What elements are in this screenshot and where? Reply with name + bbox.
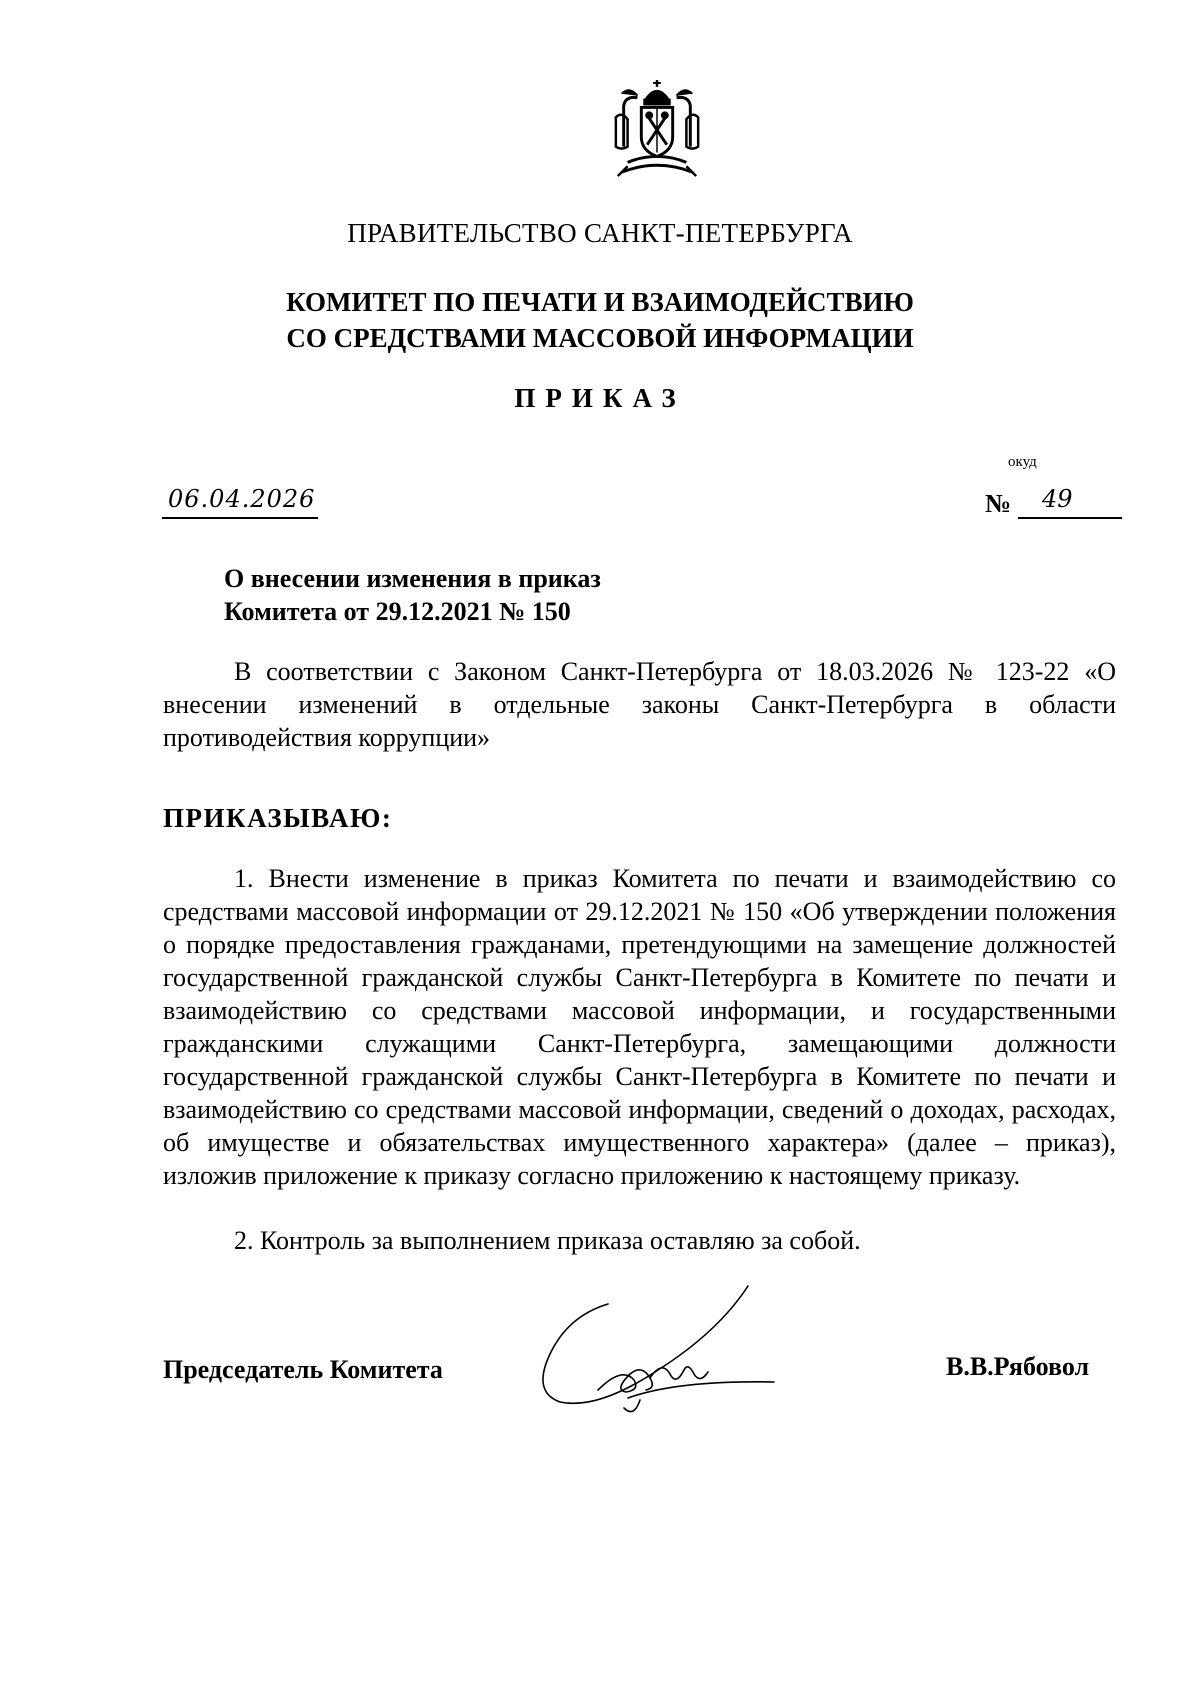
date-field: [162, 487, 318, 519]
committee-name-line-1: КОМИТЕТ ПО ПЕЧАТИ И ВЗАИМОДЕЙСТВИЮ: [286, 287, 914, 317]
order-date: 06.04.2026: [168, 485, 316, 513]
government-title: ПРАВИТЕЛЬСТВО САНКТ-ПЕТЕРБУРГА: [347, 218, 853, 248]
number-sign: №: [985, 489, 1012, 518]
signer-position: Председатель Комитета: [163, 1355, 443, 1384]
point-2-text: 2. Контроль за выполнением приказа оставляю за собой.: [234, 1226, 861, 1255]
legal-basis-text: В соответствии с Законом Санкт-Петербурга от 18.03.2026 № 123-22 «О внесении изменений в отдельные законы Санкт-Петербурга в области противодействия коррупции»: [163, 657, 1116, 752]
order-subject: [224, 562, 601, 628]
order-subject-line-2: Комитета от 29.12.2021 № 150: [224, 597, 571, 626]
committee-name: [0, 284, 1200, 356]
handwritten-signature: [538, 1282, 778, 1422]
point-1-text: 1. Внести изменение в приказ Комитета по печати и взаимодействию со средствами массовой информации от 29.12.2021 № 150 «Об утверждении положения о порядке предоставления гражданами, претендующими на замещение должностей государственной гражданской службы Санкт-Петербурга в Комитете по печати и взаимодействию со средствами массовой информации, и государственными гражданскими служащими Санкт-Петербурга, замещающими должности государственной гражданской службы Санкт-Петербурга в Комитете по печати и взаимодействию со средствами массовой информации, сведений о доходах, расходах, об имуществе и обязательствах имущественного характера» (далее – приказ), изложив приложение к приказу согласно приложению к настоящему приказу.: [163, 864, 1116, 1190]
document-type: ПРИКАЗ: [514, 383, 686, 413]
okud-label: окуд: [1008, 454, 1037, 470]
decree-heading: ПРИКАЗЫВАЮ:: [163, 803, 393, 833]
legal-basis-paragraph: [163, 655, 1116, 754]
number-field: [1018, 487, 1122, 519]
order-number: 49: [1042, 485, 1073, 513]
signer-name: В.В.Рябовол: [946, 1352, 1090, 1381]
coat-of-arms-emblem: [608, 78, 706, 182]
order-subject-line-1: О внесении изменения в приказ: [224, 564, 601, 593]
point-1-paragraph: [163, 862, 1116, 1192]
committee-name-line-2: СО СРЕДСТВАМИ МАССОВОЙ ИНФОРМАЦИИ: [286, 323, 914, 353]
